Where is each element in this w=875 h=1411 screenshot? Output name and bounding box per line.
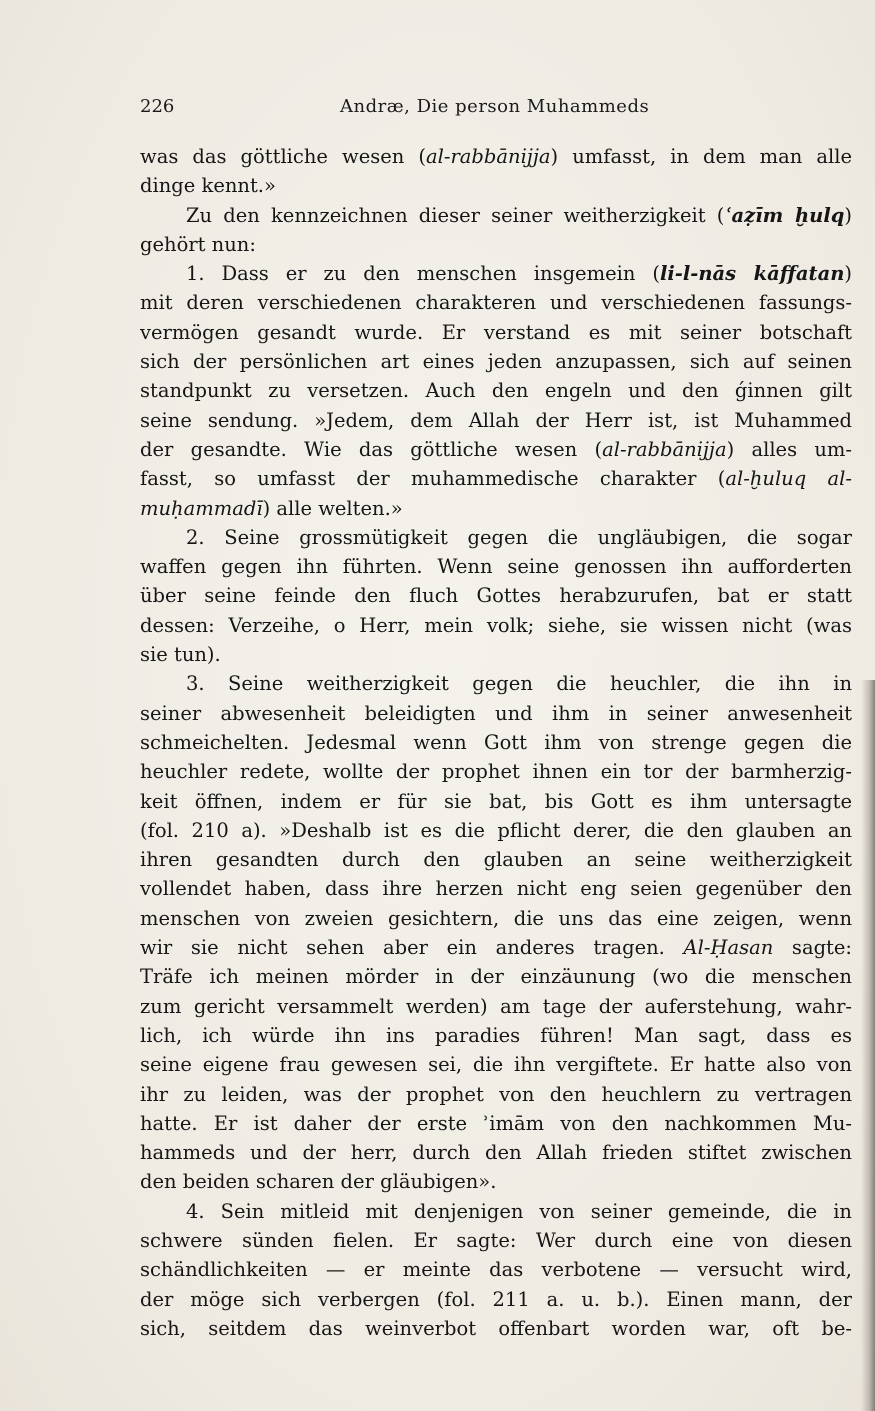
- text-segment: ): [844, 203, 852, 227]
- text-segment: seine eigene frau gewesen sei, die ihn vergiftete. Er hatte also von: [140, 1053, 852, 1077]
- text-segment: wir sie nicht sehen aber ein anderes tragen.: [140, 936, 684, 960]
- text-line: [140, 904, 852, 933]
- text-segment: seine sendung. »Jedem, dem Allah der Herr ist, ist Muhammed: [140, 408, 852, 432]
- text-segment: sich, seitdem das weinverbot offenbart worden war, oft be-: [140, 1316, 852, 1340]
- text-line: [140, 142, 852, 171]
- text-line: [140, 1109, 852, 1138]
- text-segment: ): [844, 262, 852, 286]
- text-line: [140, 1080, 852, 1109]
- text-segment: 2. Seine grossmütigkeit gegen die ungläubigen, die sogar: [186, 525, 852, 549]
- text-line: [140, 464, 852, 493]
- text-segment: schmeichelten. Jedesmal wenn Gott ihm von strenge gegen die: [140, 730, 852, 754]
- text-segment: heuchler redete, wollte der prophet ihnen ein tor der barmherzig-: [140, 760, 852, 784]
- text-segment: der möge sich verbergen (fol. 211 a. u. b.). Einen mann, der: [140, 1287, 852, 1311]
- text-line: [140, 757, 852, 786]
- text-segment: zum gericht versammelt werden) am tage der auferstehung, wahr-: [140, 994, 852, 1018]
- body-text: [140, 142, 852, 1343]
- text-segment: ) alles um-: [726, 437, 852, 461]
- text-segment: sie tun).: [140, 643, 221, 667]
- text-line: [140, 699, 852, 728]
- text-line: [140, 874, 852, 903]
- text-segment: fasst, so umfasst der muhammedische charakter (: [140, 467, 726, 491]
- text-segment: dinge kennt.»: [140, 174, 276, 198]
- emphasized-term: al-rabbānijja: [426, 145, 551, 168]
- text-line: [140, 347, 852, 376]
- text-segment: 3. Seine weitherzigkeit gegen die heuchler, die ihn in: [186, 672, 852, 696]
- text-line: [140, 552, 852, 581]
- text-line: [140, 288, 852, 317]
- text-line: [140, 962, 852, 991]
- text-line: [140, 640, 852, 669]
- text-segment: Zu den kennzeichnen dieser seiner weitherzigkeit (: [186, 203, 725, 227]
- text-segment: lich, ich würde ihn ins paradies führen! Man sagt, dass es: [140, 1023, 852, 1047]
- text-line: [140, 1285, 852, 1314]
- text-line: [140, 933, 852, 962]
- text-segment: keit öffnen, indem er für sie bat, bis Gott es ihm untersagte: [140, 789, 852, 813]
- text-segment: über seine feinde den fluch Gottes herabzurufen, bat er statt: [140, 584, 852, 608]
- emphasized-term: ʿaẓīm ḫulq: [724, 203, 845, 227]
- text-segment: hatte. Er ist daher der erste ʾimām von den nachkommen Mu-: [140, 1111, 852, 1135]
- text-segment: hammeds und der herr, durch den Allah frieden stiftet zwischen: [140, 1141, 852, 1165]
- text-segment: der gesandte. Wie das göttliche wesen (: [140, 437, 603, 461]
- text-segment: vermögen gesandt wurde. Er verstand es mit seiner botschaft: [140, 320, 852, 344]
- text-line: [140, 406, 852, 435]
- text-segment: ihr zu leiden, was der prophet von den heuchlern zu vertragen: [140, 1082, 852, 1106]
- text-line: [140, 1314, 852, 1343]
- emphasized-term: li-l-nās kāffatan: [659, 262, 845, 286]
- text-segment: ihren gesandten durch den glauben an seine weitherzigkeit: [140, 848, 852, 872]
- text-line: [140, 581, 852, 610]
- text-segment: den beiden scharen der gläubigen».: [140, 1170, 497, 1194]
- text-segment: sich der persönlichen art eines jeden anzupassen, sich auf seinen: [140, 350, 852, 374]
- emphasized-term: al-ḫuluq al-: [725, 467, 853, 491]
- text-line: [140, 435, 852, 464]
- text-segment: vollendet haben, dass ihre herzen nicht eng seien gegenüber den: [140, 877, 852, 901]
- text-segment: 4. Sein mitleid mit denjenigen von seiner gemeinde, die in: [186, 1199, 852, 1223]
- text-line: [140, 318, 852, 347]
- text-line: [140, 376, 852, 405]
- text-line: [140, 259, 852, 288]
- text-line: [140, 1167, 852, 1196]
- text-line: [140, 201, 852, 230]
- text-line: [140, 1138, 852, 1167]
- text-line: [140, 728, 852, 757]
- text-segment: waffen gegen ihn führten. Wenn seine genossen ihn aufforderten: [140, 555, 852, 579]
- text-segment: sagte:: [773, 936, 852, 960]
- text-segment: schwere sünden fielen. Er sagte: Wer durch eine von diesen: [140, 1228, 852, 1252]
- text-segment: mit deren verschiedenen charakteren und verschiedenen fassungs-: [140, 291, 852, 315]
- text-segment: seiner abwesenheit beleidigten und ihm in seiner anwesenheit: [140, 701, 852, 725]
- page-number: 226: [140, 96, 175, 117]
- text-segment: was das göttliche wesen (: [140, 145, 427, 168]
- text-line: [140, 845, 852, 874]
- text-line: [140, 1197, 852, 1226]
- text-line: [140, 816, 852, 845]
- text-line: [140, 494, 852, 523]
- emphasized-term: al-rabbānijja: [602, 437, 727, 461]
- text-segment: menschen von zweien gesichtern, die uns das eine zeigen, wenn: [140, 906, 852, 930]
- emphasized-term: Al-Ḥasan: [683, 936, 774, 960]
- text-line: [140, 669, 852, 698]
- text-segment: ) alle welten.»: [262, 496, 403, 520]
- text-line: [140, 1021, 852, 1050]
- text-segment: schändlichkeiten — er meinte das verbotene — versucht wird,: [140, 1258, 852, 1282]
- text-line: [140, 523, 852, 552]
- text-segment: 1. Dass er zu den menschen insgemein (: [186, 262, 660, 286]
- text-line: [140, 1050, 852, 1079]
- text-segment: (fol. 210 a). »Deshalb ist es die pflicht derer, die den glauben an: [140, 818, 852, 842]
- text-line: [140, 992, 852, 1021]
- text-segment: ) umfasst, in dem man alle: [550, 145, 852, 168]
- page-header: [140, 96, 852, 124]
- page-edge-shadow: [861, 680, 875, 1411]
- text-segment: gehört nun:: [140, 232, 256, 256]
- text-line: [140, 171, 852, 200]
- running-head: Andræ, Die person Muhammeds: [340, 96, 650, 117]
- text-line: [140, 230, 852, 259]
- text-segment: Träfe ich meinen mörder in der einzäunung (wo die menschen: [140, 965, 852, 989]
- text-segment: standpunkt zu versetzen. Auch den engeln und den ǵinnen gilt: [140, 379, 852, 403]
- text-segment: dessen: Verzeihe, o Herr, mein volk; siehe, sie wissen nicht (was: [140, 613, 852, 637]
- text-line: [140, 787, 852, 816]
- text-line: [140, 1226, 852, 1255]
- text-line: [140, 611, 852, 640]
- emphasized-term: muḥammadī: [140, 496, 263, 520]
- text-line: [140, 1255, 852, 1284]
